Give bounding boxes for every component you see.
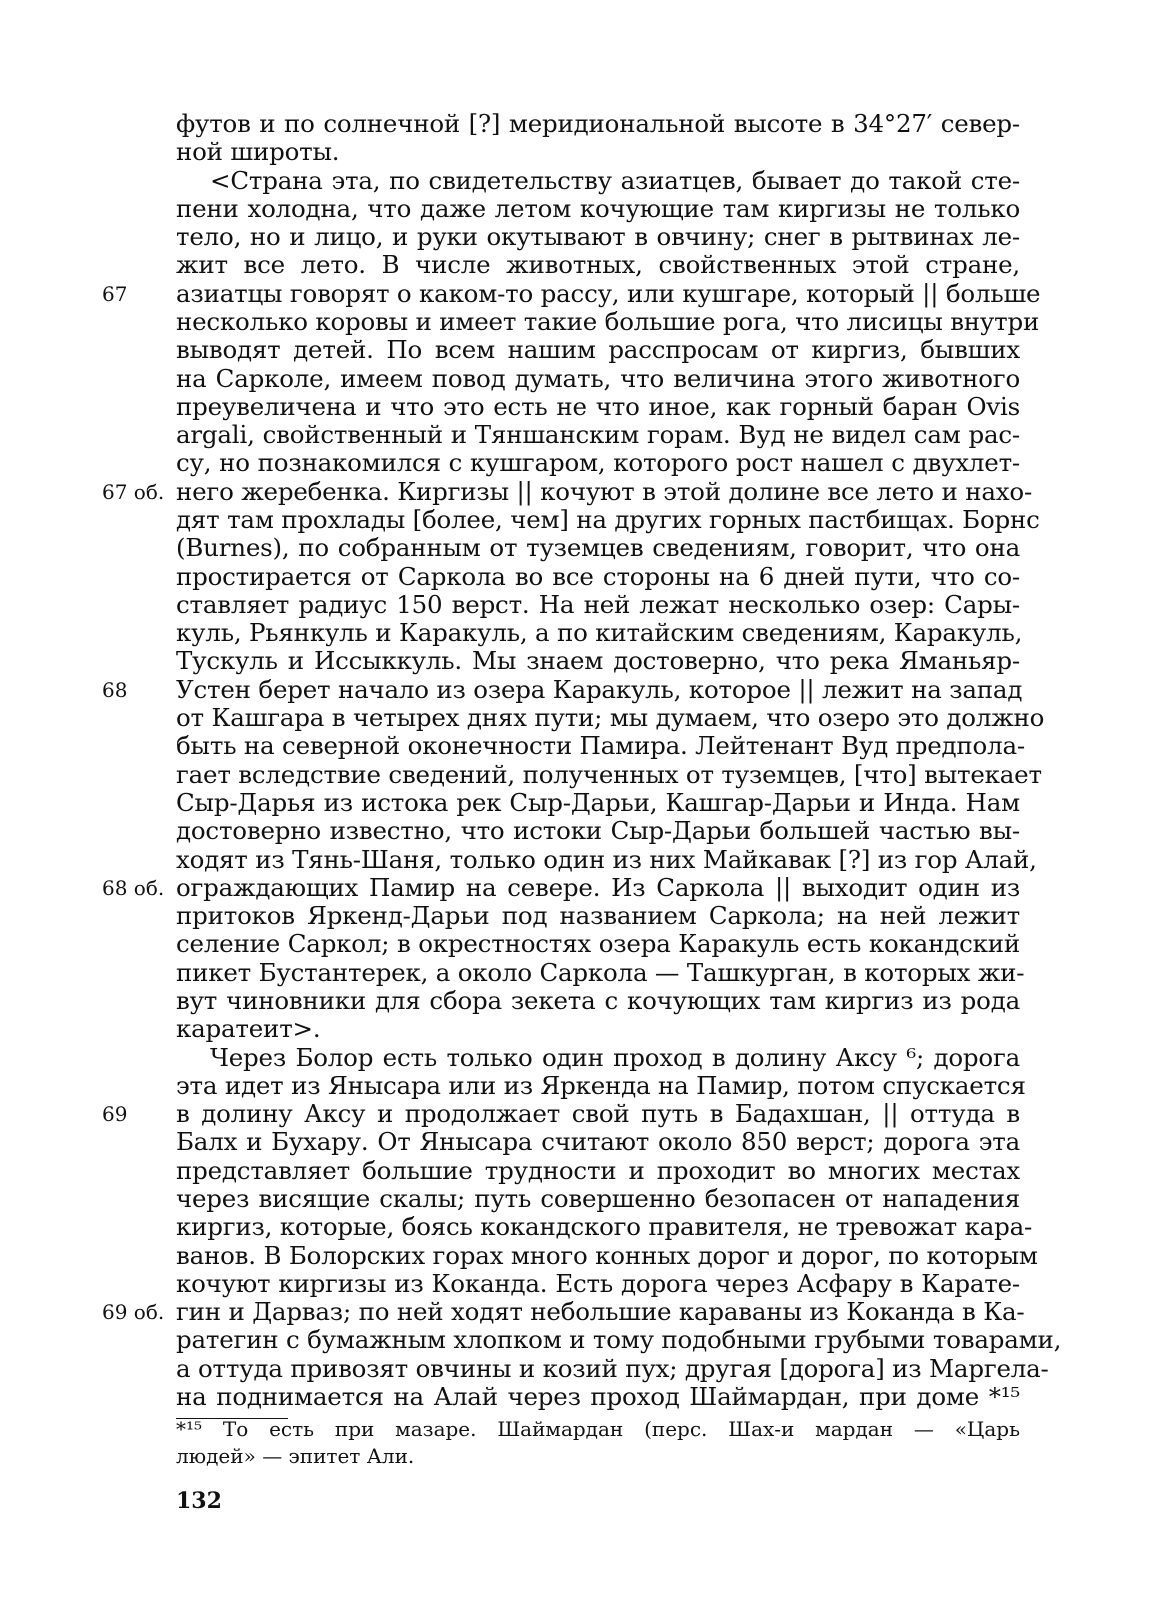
text-line: куль, Рьянкуль и Каракуль, а по китайским сведениям, Каракуль, — [176, 618, 1023, 648]
text-line: в долину Аксу и продолжает свой путь в Бадахшан, || оттуда в — [176, 1099, 1020, 1129]
page-number: 132 — [176, 1488, 222, 1514]
text-line: ограждающих Памир на севере. Из Саркола || выходит один из — [176, 872, 1020, 902]
text-line: пени холодна, что даже летом кочующие там киргизы не только — [176, 193, 1020, 223]
text-line: селение Саркол; в окрестностях озера Каракуль есть кокандский — [176, 929, 1020, 959]
margin-number: 67 об. — [102, 479, 165, 504]
text-line: азиатцы говорят о каком-то рассу, или кушгаре, который || больше — [176, 278, 1041, 308]
text-line: ной широты. — [176, 137, 340, 167]
text-line: каратеит>. — [176, 1014, 321, 1044]
text-line: Сыр-Дарья из истока рек Сыр-Дарьи, Кашгар-Дарьи и Инда. Нам — [176, 787, 1020, 817]
text-line: а оттуда привозят овчины и козий пух; другая [дорога] из Маргела- — [176, 1353, 1049, 1383]
margin-number: 68 об. — [102, 875, 165, 900]
text-line: на Сарколе, имеем повод думать, что величина этого животного — [176, 363, 1020, 393]
text-line: киргиз, которые, боясь кокандского правителя, не тревожат кара- — [176, 1212, 1033, 1242]
text-line: жит все лето. В числе животных, свойственных этой стране, — [176, 250, 1020, 280]
text-line: argali, свойственный и Тяншанским горам. Вуд не видел сам рас- — [176, 420, 1020, 450]
text-line: кочуют киргизы из Коканда. Есть дорога через Асфару в Карате- — [176, 1268, 1020, 1298]
text-line: эта идет из Янысара или из Яркенда на Памир, потом спускается — [176, 1070, 1026, 1100]
text-line: гин и Дарваз; по ней ходят небольшие караваны из Коканда в Ка- — [176, 1297, 1025, 1327]
footnote-line-2: людей» — эпитет Али. — [176, 1444, 415, 1468]
margin-number: 68 — [102, 677, 128, 702]
text-line: вут чиновники для сбора зекета с кочующих там киргиз из рода — [176, 985, 1020, 1015]
text-line: дят там прохлады [более, чем] на других горных пастбищах. Борнс — [176, 505, 1040, 535]
text-line: пикет Бустантерек, а около Саркола — Ташкурган, в которых жи- — [176, 957, 1025, 987]
text-line: гает вследствие сведений, полученных от туземцев, [что] вытекает — [176, 759, 1042, 789]
text-line: простирается от Саркола во все стороны на 6 дней пути, что со- — [176, 561, 1020, 591]
margin-number: 69 — [102, 1102, 128, 1127]
text-line: него жеребенка. Киргизы || кочуют в этой долине все лето и нахо- — [176, 476, 1033, 506]
text-line: су, но познакомился с кушгаром, которого рост нашел с двухлет- — [176, 448, 1020, 478]
text-line: представляет большие трудности и проходит во многих местах — [176, 1155, 1020, 1185]
footnote-line-1: *¹⁵ То есть при мазаре. Шаймардан (перс. Шах-и мардан — «Царь — [176, 1417, 1020, 1441]
text-line: (Burnes), по собранным от туземцев сведениям, говорит, что она — [176, 533, 1020, 563]
margin-number: 69 об. — [102, 1300, 165, 1325]
text-line: ванов. В Болорских горах много конных дорог и дорог, по которым — [176, 1240, 1038, 1270]
text-line: тело, но и лицо, и руки окутывают в овчину; снег в рытвинах ле- — [176, 222, 1020, 252]
text-line: через висящие скалы; путь совершенно безопасен от нападения — [176, 1183, 1020, 1213]
margin-number: 67 — [102, 281, 128, 306]
text-line: от Кашгара в четырех днях пути; мы думаем, что озеро это должно — [176, 703, 1045, 733]
text-line: достоверно известно, что истоки Сыр-Дарьи большей частью вы- — [176, 816, 1020, 846]
text-line: несколько коровы и имеет такие большие рога, что лисицы внутри — [176, 307, 1040, 337]
text-line: преувеличена и что это есть не что иное, как горный баран Ovis — [176, 391, 1020, 421]
text-line: ратегин с бумажным хлопком и тому подобными грубыми товарами, — [176, 1325, 1062, 1355]
text-line: футов и по солнечной [?] меридиональной высоте в 34°27′ север- — [176, 109, 1020, 138]
text-line: Балх и Бухару. От Янысара считают около 850 верст; дорога эта — [176, 1127, 1020, 1157]
text-line: притоков Яркенд-Дарьи под названием Саркола; на ней лежит — [176, 901, 1020, 931]
text-line: быть на северной оконечности Памира. Лейтенант Вуд предпола- — [176, 731, 1025, 761]
text-line: Тускуль и Иссыккуль. Мы знаем достоверно, что река Яманьяр- — [176, 646, 1020, 676]
text-line: Устен берет начало из озера Каракуль, которое || лежит на запад — [176, 674, 1023, 704]
text-line: Через Болор есть только один проход в долину Аксу ⁶; дорога — [210, 1042, 1020, 1072]
text-line: <Страна эта, по свидетельству азиатцев, бывает до такой сте- — [210, 165, 1020, 195]
text-line: ставляет радиус 150 верст. На ней лежат несколько озер: Сары- — [176, 589, 1020, 619]
text-line: выводят детей. По всем нашим расспросам от киргиз, бывших — [176, 335, 1020, 365]
text-line: ходят из Тянь-Шаня, только один из них Майкавак [?] из гор Алай, — [176, 844, 1037, 874]
text-line: на поднимается на Алай через проход Шаймардан, при доме *¹⁵ — [176, 1382, 1020, 1411]
